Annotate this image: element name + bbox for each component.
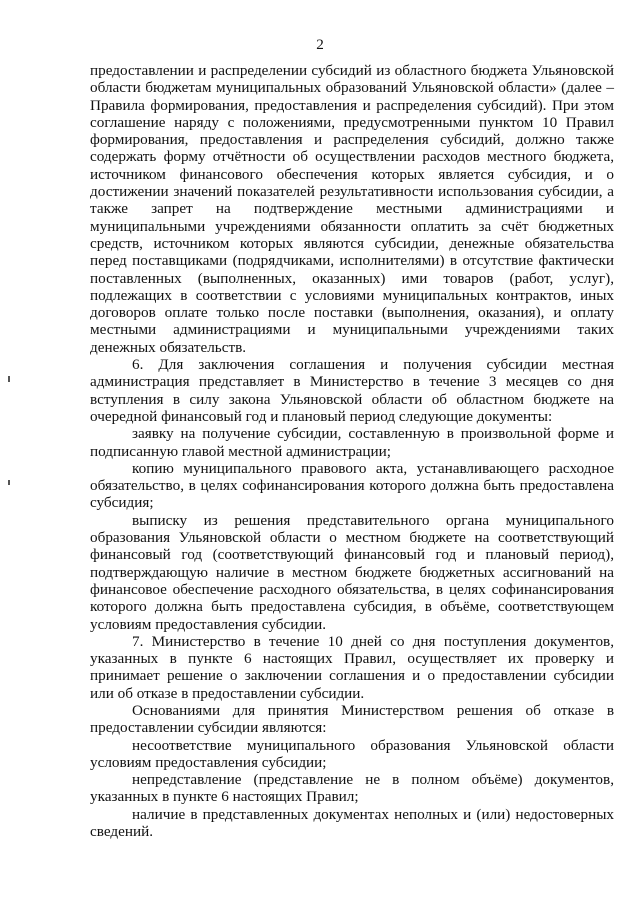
paragraph-4: копию муниципального правового акта, устанавливающего расходное обязательство, в целях софинансирования которого должна быть предоставлена субсидия; (90, 459, 614, 512)
paragraph-1: предоставлении и распределении субсидий из областного бюджета Ульяновской области бюджетам муниципальных образований Ульяновской области» (далее – Правила формирования, предоставления и распределения субсидий). При этом соглашение наряду с положениями, предусмотренными пунктом 10 Правил формирования, предоставления и распределения субсидий, должно также содержать форму отчётности об осуществлении расходов местного бюджета, источником финансового обеспечения которых является субсидия, и о достижении значений показателей результативности использования субсидии, а также запрет на подтверждение местными администрациями и муниципальными учреждениями обязанности оплатить за счёт бюджетных средств, источником которых являются субсидии, денежные обязательства перед поставщиками (подрядчиками, исполнителями) в отсутствие фактически поставленных (выполненных, оказанных) ими товаров (работ, услуг), подлежащих в соответствии с условиями муниципальных контрактов, иных договоров оплате только после поставки (выполнения, оказания), и оплату местными администрациями и муниципальными учреждениями таких денежных обязательств. (90, 62, 614, 356)
paragraph-8: несоответствие муниципального образования Ульяновской области условиям предоставления субсидии; (90, 736, 614, 771)
paragraph-2: 6. Для заключения соглашения и получения субсидии местная администрация представляет в Министерство в течение 3 месяцев со дня вступления в силу закона Ульяновской области об областном бюджете на очередной финансовый год и плановый период следующие документы: (90, 356, 614, 425)
page-number: 2 (316, 36, 324, 53)
paragraph-3: заявку на получение субсидии, составленную в произвольной форме и подписанную главой местной администрации; (90, 425, 614, 460)
paragraph-9: непредставление (представление не в полном объёме) документов, указанных в пункте 6 настоящих Правил; (90, 771, 614, 806)
paragraph-7: Основаниями для принятия Министерством решения об отказе в предоставлении субсидии являются: (90, 701, 614, 737)
document-body (90, 62, 614, 840)
paragraph-10: наличие в представленных документах неполных и (или) недостоверных сведений. (90, 805, 614, 841)
paragraph-5: выписку из решения представительного органа муниципального образования Ульяновской области о местном бюджете на соответствующий финансовый год (соответствующий финансовый год и плановый период), подтверждающую наличие в местном бюджете бюджетных ассигнований на финансовое обеспечение расходного обязательства, в целях софинансирования которого должна быть предоставлена субсидия, в объёме, соответствующем условиям предоставления субсидии. (90, 511, 614, 633)
paragraph-6: 7. Министерство в течение 10 дней со дня поступления документов, указанных в пункте 6 настоящих Правил, осуществляет их проверку и принимает решение о заключении соглашения и о предоставлении субсидии или об отказе в предоставлении субсидии. (90, 632, 614, 702)
scan-artifact-mark (8, 376, 10, 382)
scan-artifact-mark (8, 480, 10, 485)
